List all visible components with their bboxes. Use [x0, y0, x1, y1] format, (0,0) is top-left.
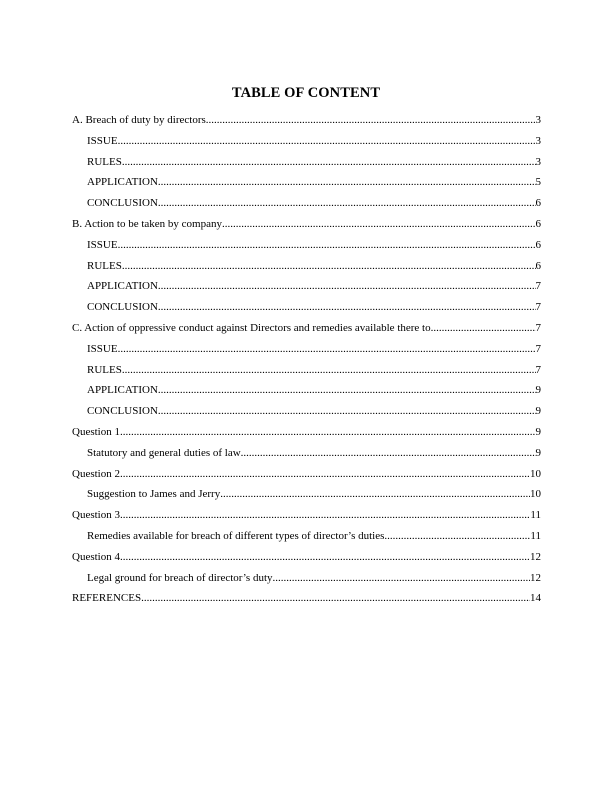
- toc-entry[interactable]: [72, 507, 541, 528]
- toc-entry-label: ISSUE: [87, 238, 118, 251]
- toc-entry[interactable]: [72, 445, 541, 466]
- toc-entry-label: ISSUE: [87, 134, 118, 147]
- toc-entry[interactable]: [72, 320, 541, 341]
- toc-entry-label: Suggestion to James and Jerry: [87, 488, 221, 501]
- toc-entry-label: APPLICATION: [87, 280, 158, 293]
- toc-dot-leader: [122, 154, 536, 170]
- toc-entry-label: APPLICATION: [87, 384, 158, 397]
- toc-entry-page-number: 7: [535, 301, 541, 314]
- toc-entry[interactable]: [72, 258, 541, 279]
- toc-entry[interactable]: [72, 466, 541, 487]
- toc-entry-label: CONCLUSION: [87, 405, 158, 418]
- toc-entry-page-number: 7: [535, 321, 541, 334]
- toc-entry-label: Remedies available for breach of different types of director’s duties: [87, 529, 385, 542]
- toc-entry-label: RULES: [87, 363, 122, 376]
- toc-dot-leader: [120, 549, 530, 565]
- toc-entry-page-number: 3: [535, 155, 541, 168]
- toc-entry-label: B. Action to be taken by company: [72, 217, 222, 230]
- toc-entry[interactable]: [72, 154, 541, 175]
- toc-entry-page-number: 6: [535, 197, 541, 210]
- toc-entry-label: RULES: [87, 155, 122, 168]
- toc-dot-leader: [158, 299, 536, 315]
- toc-entry[interactable]: [72, 570, 541, 591]
- toc-entry[interactable]: [72, 590, 541, 611]
- table-of-contents: [72, 112, 541, 611]
- toc-entry-page-number: 14: [530, 592, 541, 605]
- toc-entry-page-number: 3: [535, 114, 541, 126]
- toc-entry-label: ISSUE: [87, 342, 118, 355]
- toc-dot-leader: [273, 570, 530, 586]
- toc-entry[interactable]: [72, 528, 541, 549]
- toc-dot-leader: [120, 507, 530, 523]
- toc-dot-leader: [120, 424, 536, 440]
- toc-entry-label: Question 4: [72, 550, 120, 563]
- toc-entry-label: RULES: [87, 259, 122, 272]
- toc-entry-label: A. Breach of duty by directors: [72, 114, 206, 126]
- toc-dot-leader: [118, 237, 536, 253]
- toc-entry[interactable]: [72, 299, 541, 320]
- toc-entry-label: REFERENCES: [72, 592, 142, 605]
- toc-dot-leader: [120, 466, 530, 482]
- toc-dot-leader: [122, 258, 536, 274]
- toc-entry-label: C. Action of oppressive conduct against Directors and remedies available there to: [72, 321, 431, 334]
- toc-entry-page-number: 6: [535, 259, 541, 272]
- toc-entry-label: Legal ground for breach of director’s duty: [87, 571, 273, 584]
- toc-entry-page-number: 9: [535, 425, 541, 438]
- toc-entry-label: Question 3: [72, 509, 120, 522]
- toc-entry-label: CONCLUSION: [87, 197, 158, 210]
- toc-entry-page-number: 6: [535, 238, 541, 251]
- toc-entry[interactable]: [72, 216, 541, 237]
- toc-entry[interactable]: [72, 486, 541, 507]
- toc-entry[interactable]: [72, 424, 541, 445]
- toc-entry-page-number: 6: [535, 217, 541, 230]
- toc-dot-leader: [206, 112, 536, 128]
- toc-dot-leader: [118, 133, 536, 149]
- toc-entry-page-number: 9: [535, 384, 541, 397]
- toc-entry-page-number: 11: [530, 529, 541, 542]
- toc-entry-label: APPLICATION: [87, 176, 158, 189]
- toc-entry-page-number: 9: [535, 446, 541, 459]
- toc-dot-leader: [122, 362, 536, 378]
- toc-entry-label: Question 2: [72, 467, 120, 480]
- toc-dot-leader: [158, 174, 536, 190]
- toc-entry-page-number: 9: [535, 405, 541, 418]
- toc-entry-label: Question 1: [72, 425, 120, 438]
- toc-dot-leader: [220, 486, 530, 502]
- toc-entry[interactable]: [72, 403, 541, 424]
- toc-entry-page-number: 10: [530, 467, 541, 480]
- toc-dot-leader: [431, 320, 536, 336]
- toc-entry-page-number: 3: [535, 134, 541, 147]
- toc-dot-leader: [158, 382, 536, 398]
- toc-entry[interactable]: [72, 278, 541, 299]
- toc-dot-leader: [158, 278, 536, 294]
- toc-dot-leader: [241, 445, 536, 461]
- toc-entry-label: Statutory and general duties of law: [87, 446, 241, 459]
- toc-entry[interactable]: [72, 133, 541, 154]
- toc-entry-page-number: 12: [530, 571, 541, 584]
- toc-dot-leader: [158, 403, 536, 419]
- toc-entry[interactable]: [72, 382, 541, 403]
- toc-entry-page-number: 7: [535, 363, 541, 376]
- toc-entry[interactable]: [72, 341, 541, 362]
- toc-entry[interactable]: [72, 237, 541, 258]
- toc-entry[interactable]: [72, 195, 541, 216]
- toc-entry[interactable]: [72, 112, 541, 133]
- toc-entry[interactable]: [72, 174, 541, 195]
- toc-entry-page-number: 7: [535, 342, 541, 355]
- toc-entry[interactable]: [72, 362, 541, 383]
- toc-entry-page-number: 10: [530, 488, 541, 501]
- toc-dot-leader: [141, 590, 530, 606]
- toc-dot-leader: [118, 341, 536, 357]
- toc-entry-page-number: 12: [530, 550, 541, 563]
- toc-entry-page-number: 5: [535, 176, 541, 189]
- toc-entry-page-number: 11: [530, 509, 541, 522]
- toc-entry[interactable]: [72, 549, 541, 570]
- toc-title: TABLE OF CONTENT: [231, 85, 381, 101]
- toc-dot-leader: [158, 195, 536, 211]
- toc-dot-leader: [222, 216, 536, 232]
- toc-dot-leader: [384, 528, 530, 544]
- toc-entry-page-number: 7: [535, 280, 541, 293]
- toc-entry-label: CONCLUSION: [87, 301, 158, 314]
